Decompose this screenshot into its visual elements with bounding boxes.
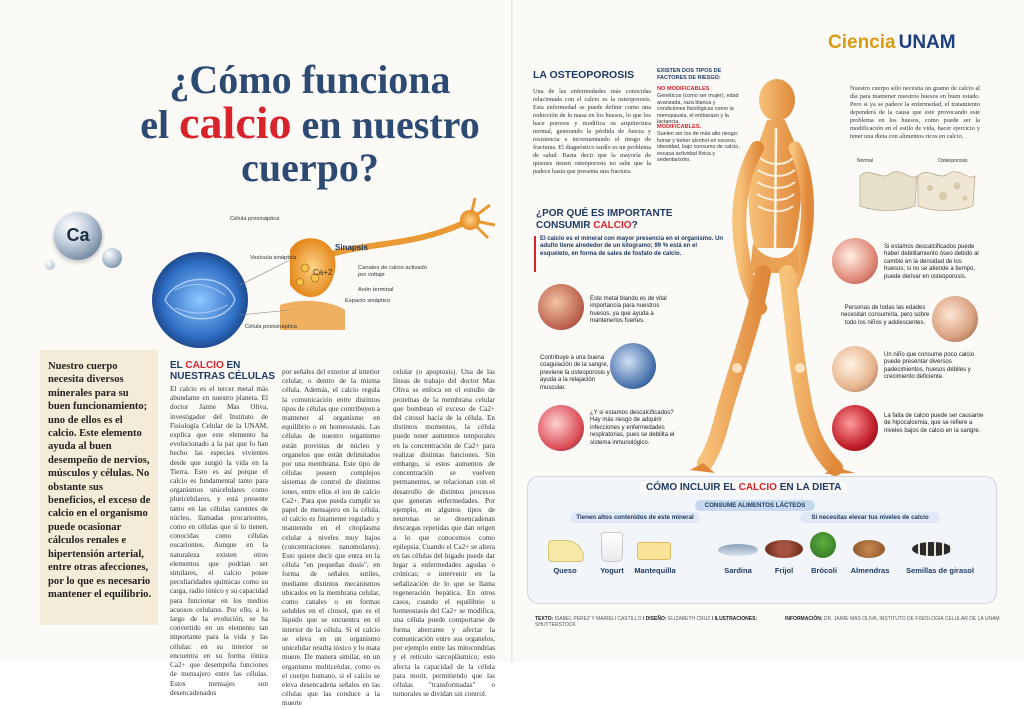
label-ca2: Ca+2 [313, 268, 333, 277]
food-label-sardina: Sardina [724, 566, 752, 575]
bone-label-osteo: Osteoporosis [938, 158, 968, 164]
child-circle-illustration [832, 346, 878, 392]
butter-icon [637, 542, 671, 560]
section1-heading [170, 360, 280, 382]
why-heading [536, 208, 673, 231]
sunflower-seed-icon [912, 542, 952, 556]
muscle-circle-illustration [538, 284, 584, 330]
bloodcell-circle-illustration [832, 405, 878, 451]
why-heading-line2 [536, 220, 673, 232]
consume-pill: CONSUME ALIMENTOS LÁCTEOS [695, 500, 815, 511]
label-postsinaptica: Célula postsináptica [245, 324, 297, 330]
food-label-semillas: Semillas de girasol [906, 566, 974, 575]
credits-ilus-label: / ILUSTRACIONES: [711, 616, 758, 622]
food-label-mantequilla: Mantequilla [634, 566, 676, 575]
label-sinapsis: Sinapsis [335, 243, 368, 252]
yogurt-icon [601, 532, 623, 562]
why-heading-consumir: CONSUMIR [536, 219, 591, 231]
food-label-almendras: Almendras [850, 566, 890, 575]
page-gutter [511, 0, 513, 662]
section1-col1: El calcio es el tercer metal más abundante en nuestro planeta. El doctor Jaime Mas Oliva, investigador del Instituto de Fisiología Celular de la UNAM, explica que este elemento ha evolucionado a la par que lo han hecho las especies vivientes desde que surgió la vida en la Tierra. Esto es así porque el calcio es fundamental tanto para organismos unicelulares como pluricelulares, y está presente tanto en las células carentes de núcleo, llamadas procariontes, como en células que sí lo tienen, conocidas como células eucariontes. Aunque en la naturaleza existen otros elementos que podrían ser similares, el calcio posee peculiaridades químicas como su carga, radio iónico y su capacidad para funcionar en los medios acuosos celulares. Por ello, a lo largo de la evolución, se ha convertido en un elemento tan importante para la vida y las células: en su interior se encuentra en su forma iónica Ca2+ que desempeña funciones de mensajero entre las células. Estos mensajes son desencadenados [170, 385, 268, 697]
credits-left [535, 616, 785, 628]
left-pill: Tienen altos contenidos de este mineral [570, 512, 700, 523]
label-axon: Axón terminal [358, 287, 394, 293]
ca-badge-text: Ca [66, 225, 90, 245]
logo-ciencia: Ciencia [828, 32, 896, 53]
title-highlight: calcio [179, 97, 292, 148]
callout-left-3: ¿Y si estamos descalcificados? Hay más riesgo de adquirir infecciones y enfermedades respiratorias, pues se debilita el sistema inmunológico. [590, 410, 675, 446]
credits-texto: ISABEL PÉREZ Y MARIELI CASTILLO [554, 616, 642, 622]
label-espacio: Espacio sináptico [345, 298, 391, 304]
osteoporosis-text: Una de las enfermedades más conocidas relacionada con el calcio es la osteoporosis. Esta enfermedad se puede definir como una reducción de la masa en los huesos, lo que los hace porosos y modifica su arquitectura normal, generando la pérdida de fuerza y resistencia e incrementando el riesgo de fracturas. El diagnóstico tardío es un problema de salud. Basta decir que la mayoría de quienes tienen osteoporosis no sabe que la padece hasta que presenta una fractura. [533, 88, 651, 175]
title-line-3: cuerpo? [241, 145, 379, 190]
diet-heading-b: EN LA DIETA [779, 482, 842, 493]
section1-heading-red: CALCIO [185, 360, 224, 371]
diet-heading-a: CÓMO INCLUIR EL [646, 482, 736, 493]
credits-info: DR. JAIME MAS OLIVA, INSTITUTO DE FISIOLOGÍA CELULAR DE LA UNAM [823, 616, 1000, 622]
callout-left-2: Contribuye a una buena coagulación de la sangre, previene la osteoporosis y ayuda a la relajación muscular. [540, 355, 610, 391]
callout-right-1: Si estamos descalcificados puede haber debilitamiento óseo debido al cambio en la densidad de los huesos; si no se atiende a tiempo, puede derivar en osteoporosis. [884, 244, 979, 280]
callout-right-2: Personas de todas las edades necesitan consumirla, pero sobre todo los niños y adolescentes. [840, 305, 930, 326]
food-label-yogurt: Yogurt [600, 566, 624, 575]
almond-icon [853, 540, 885, 558]
page-title [120, 58, 500, 189]
ca-sphere-icon [54, 212, 102, 260]
small-sphere-icon [102, 248, 122, 268]
nomod-text: Genéticos (como ser mujer), edad avanzada, raza blanca y condiciones fisiológicas como la menopausia, el embarazo y la lactancia. [657, 93, 739, 126]
why-intro-text: El calcio es el mineral con mayor presencia en el organismo. Un adulto tiene alrededor de un kilogramo; 99 % está en el esqueleto, en forma de sales de fosfato de calcio. [540, 236, 724, 257]
nomod-title: NO MODIFICABLES [657, 86, 710, 92]
right-text: Nuestro cuerpo sólo necesita un gramo de calcio al día para mantener nuestros huesos en buen estado. Pero si ya se padece la enfermedad, el tratamiento dependerá de la causa que este provocando este problema en los huesos, como puede ser la modificación en el estilo de vida, hacer ejercicio y tener una dieta con alimentos ricos en calcio. [850, 85, 980, 140]
broccoli-icon [810, 532, 836, 558]
sardine-icon [718, 544, 758, 556]
why-intro-bar [534, 236, 536, 272]
credits-info-label: INFORMACIÓN: [785, 616, 823, 622]
knee-circle-illustration [832, 238, 878, 284]
why-heading-line1: ¿POR QUÉ ES IMPORTANTE [536, 208, 673, 219]
label-vesicula: Vesícula sináptica [250, 255, 297, 261]
factors-title: EXISTEN DOS TIPOS DE FACTORES DE RIESGO: [657, 68, 722, 81]
credits-right [785, 616, 1000, 622]
credits-diseno: ELIZABETH CRUZ [667, 616, 711, 622]
bone-comparison-illustration [855, 166, 980, 216]
bean-icon [765, 540, 803, 558]
intro-text: Nuestro cuerpo necesita diversos minerales para su buen funcionamiento; uno de ellos es el calcio. Este elemento ayuda al buen desempeño de nervios, músculos y células. No obstante sus beneficios, el exceso de calcio en el organismo puede ocasionar cálculos renales e hipertensión arterial, entre otras afecciones, por lo que es necesario mantener el equilibrio. [48, 361, 152, 600]
mod-text: Suelen ser los de más alto riesgo: fumar y beber alcohol en exceso, obesidad, bajo consumo de calcio, escasa actividad física y sedentarismo. [657, 131, 740, 164]
callout-right-4: La falta de calcio puede ser causante de hipocalcemia, que se refiere a niveles bajos de calcio en la sangre. [884, 413, 984, 434]
title-line-1: ¿Cómo funciona [169, 57, 451, 102]
title-en-nuestro: en nuestro [301, 102, 480, 147]
bone-label-normal: Normal [857, 158, 874, 164]
section1-heading-line2: NUESTRAS CÉLULAS [170, 371, 276, 382]
tiny-sphere-icon [45, 260, 55, 270]
diet-heading [640, 482, 847, 493]
section1-col2: por señales del exterior al interior celular, o dentro de la misma célula. Además, el calcio regula la comunicación entre distintos tipos de células que contribuyen a mantener al organismo en equilibrio o en homeostasis. Las células de nuestro organismo están provistas de núcleo y organelos que están delimitados por una membrana. Este tipo de células poseen complejos sistemas de control de distintos iones, entre ellos el ion de calcio Ca2+. Para que pueda cumplir su papel de mensajero en la célula, el calcio es finamente regulado y mantenido en el citoplasma celular a niveles muy bajos (concentraciones nanomolares). Esto quiere decir que entra en la célula "en pequeñas dosis", en forma de señales sutiles, mediante distintos mecanismos ubicados en la membrana celular, como canales o en formas solubles en el citosol, que es el líquido que se encuentra en el interior de la célula. Si el calcio se eleva en un organismo unicelular resulta tóxico y lo mata muere. De manera similar, en un organismo multicelular, como es el cuerpo humano, si el calcio se eleva desencadena señales en las células que las conduce a la muerte [282, 368, 380, 708]
logo-unam: UNAM [898, 32, 956, 53]
credits-texto-label: TEXTO: [535, 616, 554, 622]
callout-right-3: Un niño que consume poco calcio puede presentar diversos padecimientos, huesos débiles y crecimiento deficiente. [884, 352, 975, 381]
label-presinaptica: Célula presináptica [230, 216, 280, 222]
why-heading-red: CALCIO [593, 219, 632, 231]
lungs-circle-illustration [538, 405, 584, 451]
why-heading-q: ? [631, 219, 638, 231]
diet-box [527, 476, 997, 604]
diet-heading-red: CALCIO [738, 482, 777, 493]
family-circle-illustration [932, 296, 978, 342]
right-pill: Si necesitas elevar tus niveles de calcio [800, 512, 940, 523]
label-canales: Canales de calcio activado por voltaje [358, 265, 427, 278]
ciencia-unam-logo [828, 32, 956, 54]
food-label-queso: Queso [553, 566, 577, 575]
food-label-brocoli: Brócoli [811, 566, 837, 575]
mod-title: MODIFICABLES. [657, 124, 702, 130]
callout-left-1: Este metal blando es de vital importancia para nuestros huesos, ya que ayuda a mantenerlos fuertes. [590, 296, 667, 325]
food-label-frijol: Frijol [774, 566, 794, 575]
section1-heading-line1 [170, 360, 280, 371]
section1-heading-en: EN [226, 360, 241, 371]
title-el: el [140, 102, 170, 147]
credits-ilus: SHUTTERSTOCK [535, 622, 576, 628]
credits-diseno-label: / DISEÑO: [642, 616, 667, 622]
section1-heading-el: EL [170, 360, 183, 371]
title-line-2 [120, 97, 500, 148]
osteoporosis-heading: LA OSTEOPOROSIS [533, 69, 635, 81]
section1-col3: celular (o apoptosis). Una de las líneas de trabajo del doctor Mas Oliva se enfoca en el estudio de proteínas de la membrana celular que bombean el exceso de Ca2+ del citosol hacia de la célula. En distintos momentos, la célula puede tener aumentos temporales en la concentración de Ca2+ para realizar distintas funciones. Sin embargo, si estos aumentos de concentración se vuelven permanentes, se relacionan con el desarrollo de distintos procesos que generan enfermedades. Por ejemplo, en algunos tipos de neuronas se desencadenan descargas repetidas que dan origen a lo que conocemos como epilepsia. Cuando el Ca2+ se altera en las células del hígado puede dar lugar a enfermedades agudas o crónicas; o intervenir en la señalización de lo que se llama regeneración hepática. En otros casos, cuando el equilibrio u homeostasis del Ca2+ se modifica, una célula puede comportarse de forma aberrante y afectar la comunicación entre sus organelos, por ejemplo entre las mitocondrias y el retículo sarcoplásmico; esto afecta la capacidad de la célula para morir, permitiendo que las células "transformadas" o tumorales se dividan sin control. [393, 368, 495, 699]
